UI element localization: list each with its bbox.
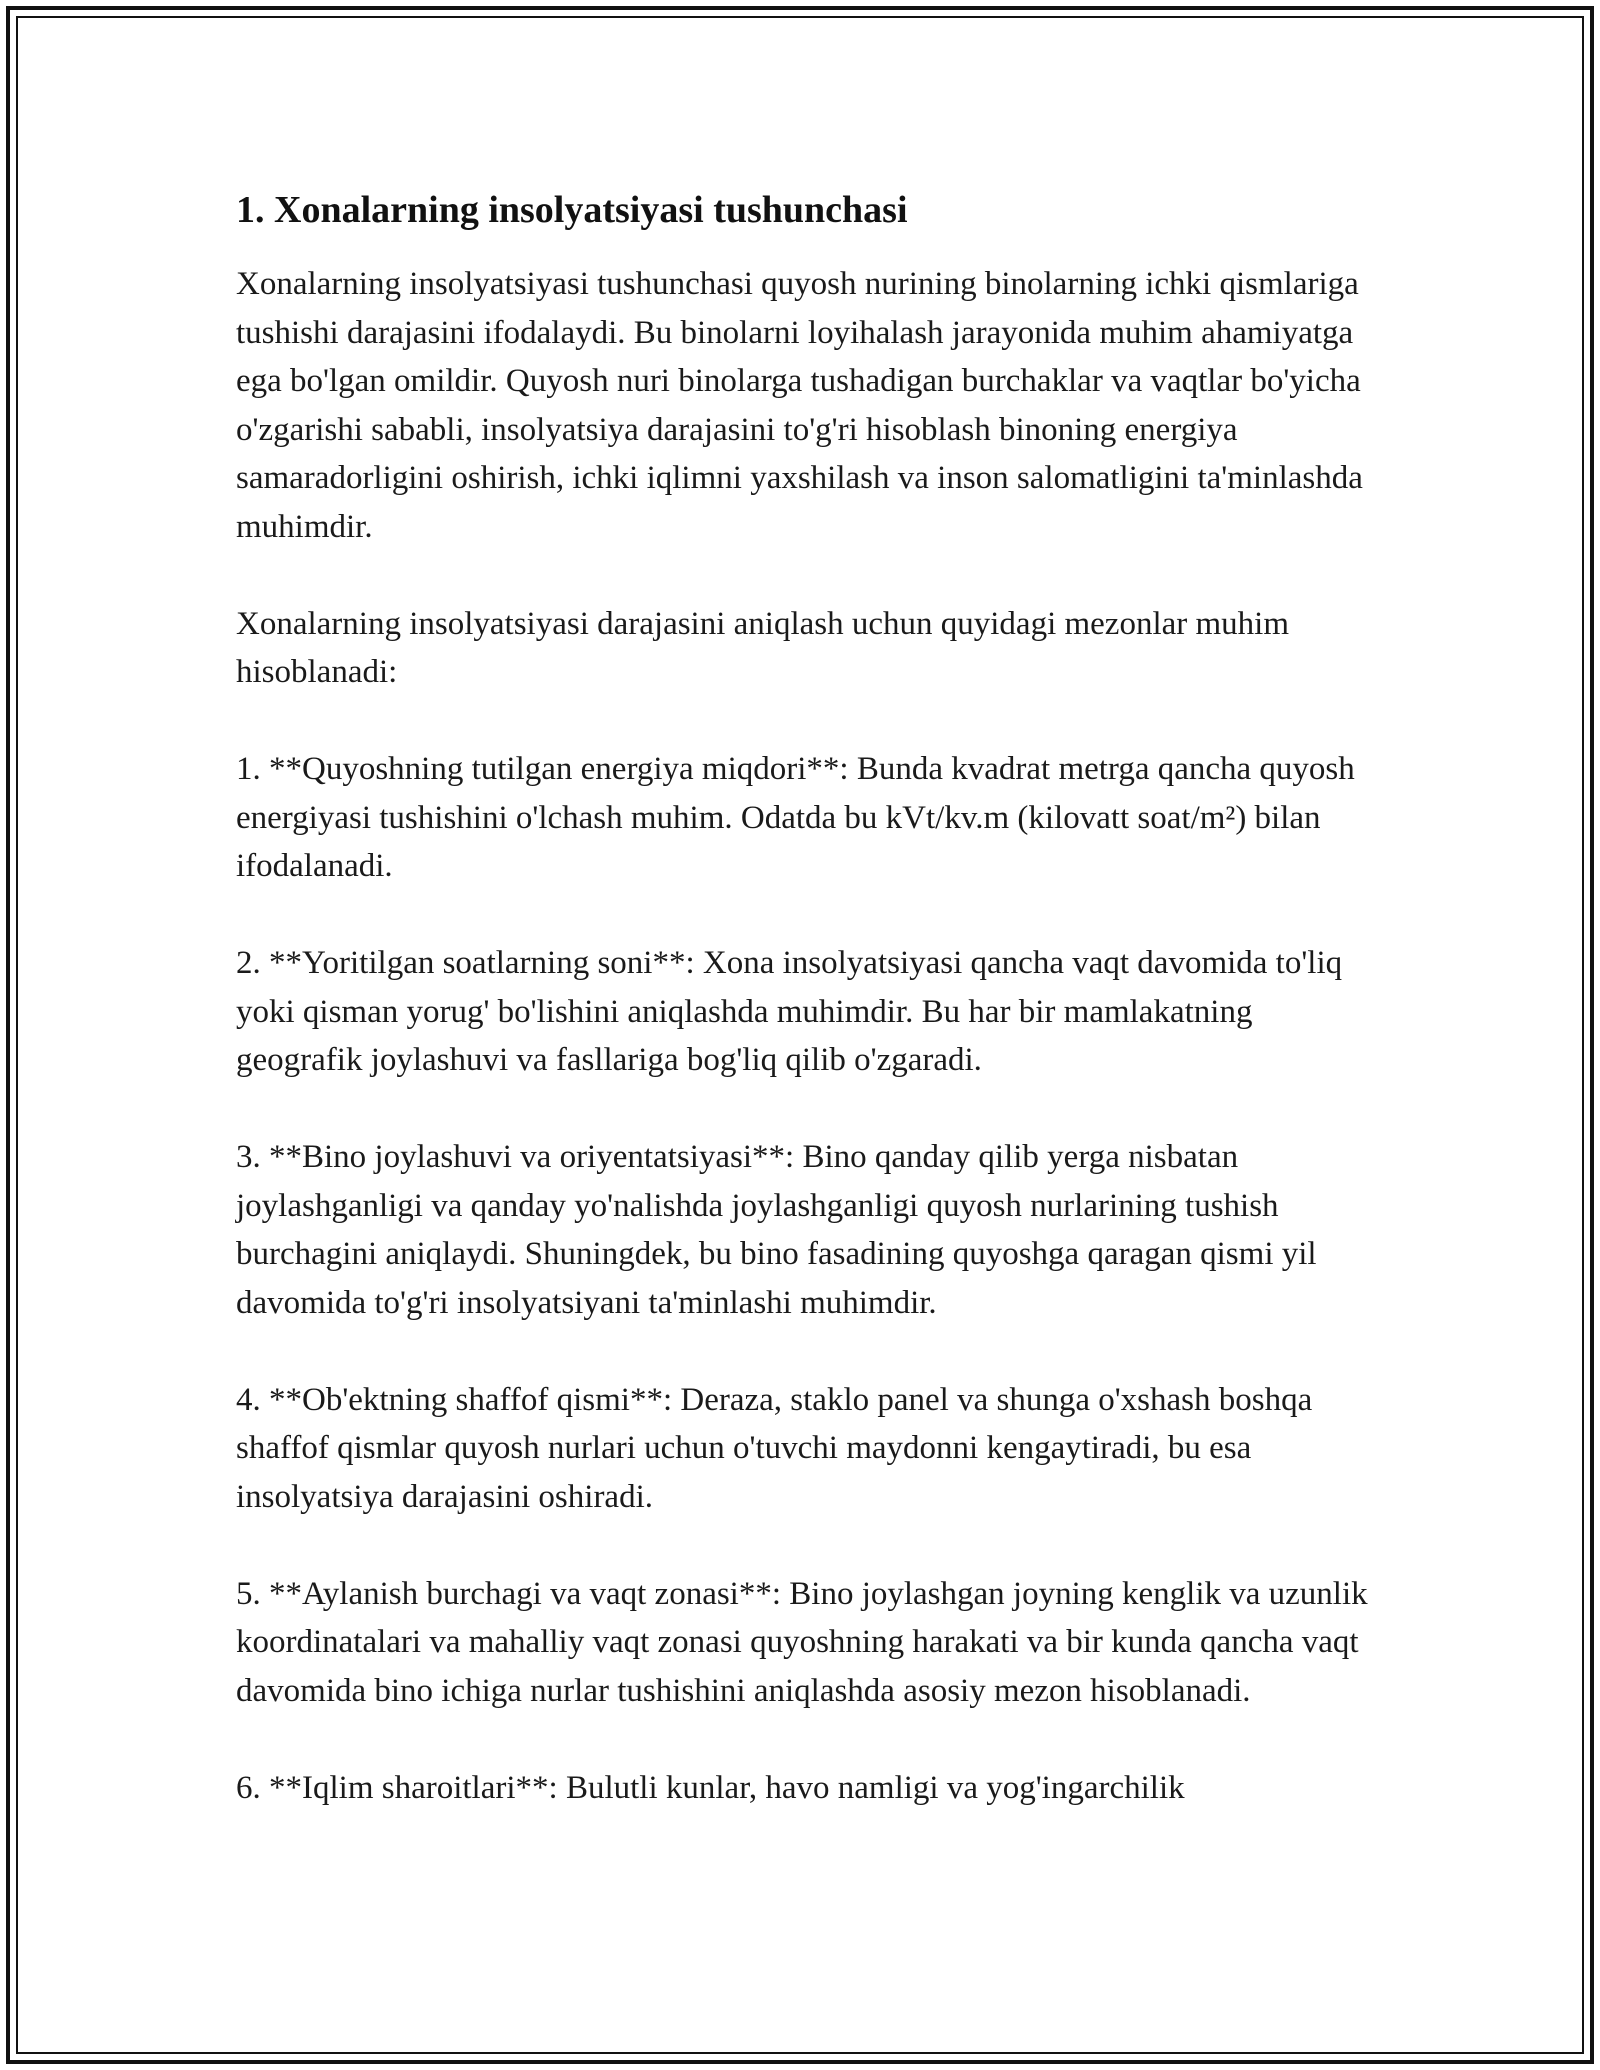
criterion-2-paragraph: 2. **Yoritilgan soatlarning soni**: Xona insolyatsiyasi qancha vaqt davomida to'liq yoki qisman yorug' bo'lishini aniqlashda muhimdir. Bu har bir mamlakatning geografik joylashuvi va fasllariga bog'liq qilib o'zgaradi.: [236, 945, 1343, 1078]
criterion-3-paragraph: 3. **Bino joylashuvi va oriyentatsiyasi**: Bino qanday qilib yerga nisbatan joylashganligi va qanday yo'nalishda joylashganligi quyosh nurlarining tushish burchagini aniqlaydi. Shuningdek, bu bino fasadining quyoshga qaragan qismi yil davomida to'g'ri insolyatsiyani ta'minlashi muhimdir.: [236, 1139, 1317, 1321]
section-title: 1. Xonalarning insolyatsiyasi tushunchasi: [236, 189, 908, 231]
document-body: [236, 186, 1376, 1861]
intro-paragraph: Xonalarning insolyatsiyasi tushunchasi quyosh nurining binolarning ichki qismlariga tushishi darajasini ifodalaydi. Bu binolarni loyihalash jarayonida muhim ahamiyatga ega bo'lgan omildir. Quyosh nuri binolarga tushadigan burchaklar va vaqtlar bo'yicha o'zgarishi sababli, insolyatsiya darajasini to'g'ri hisoblash binoning energiya samaradorligini oshirish, ichki iqlimni yaxshilash va inson salomatligini ta'minlashda muhimdir.: [236, 266, 1363, 545]
criterion-5-paragraph: 5. **Aylanish burchagi va vaqt zonasi**: Bino joylashgan joyning kenglik va uzunlik koordinatalari va mahalliy vaqt zonasi quyoshning harakati va bir kunda qancha vaqt davomida bino ichiga nurlar tushishini aniqlashda asosiy mezon hisoblanadi.: [236, 1575, 1368, 1709]
criterion-4-paragraph: 4. **Ob'ektning shaffof qismi**: Deraza, staklo panel va shunga o'xshash boshqa shaffof qismlar quyosh nurlari uchun o'tuvchi maydonni kengaytiradi, bu esa insolyatsiya darajasini oshiradi.: [236, 1381, 1313, 1515]
criterion-1-paragraph: 1. **Quyoshning tutilgan energiya miqdori**: Bunda kvadrat metrga qancha quyosh energiyasi tushishini o'lchash muhim. Odatda bu kVt/kv.m (kilovatt soat/m²) bilan ifodalanadi.: [236, 751, 1355, 884]
criteria-intro-paragraph: Xonalarning insolyatsiyasi darajasini aniqlash uchun quyidagi mezonlar muhim hisoblanadi:: [236, 605, 1290, 690]
criterion-6-paragraph: 6. **Iqlim sharoitlari**: Bulutli kunlar, havo namligi va yog'ingarchilik: [236, 1769, 1185, 1806]
